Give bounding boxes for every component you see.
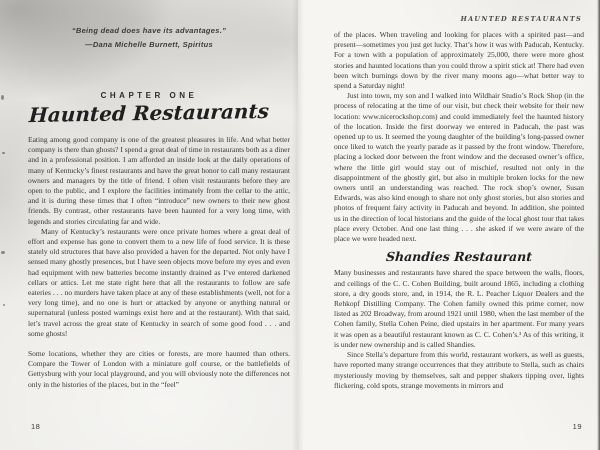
right-page — [298, 0, 600, 450]
paragraph: Since Stella’s departure from this world, restaurant workers, as well as guests, have reported many strange occurrences that they attribute to Stella, such as chairs mysteriously moving by themselves, salt and pepper shakers tipping over, lights flickering, cold spots, strange movements in mirrors and — [334, 350, 584, 390]
paragraph: Many of Kentucky’s restaurants were once private homes where a great deal of effort and expense has gone to convert them to a new life of food service. It is these stately old structures that have also provided a haven for the departed. Not only have I sensed many ghostly presences, but I have seen objects move before my eyes and even had equipment with new batteries become instantly drained as I’ve entered darkened cellars or attics. Let me state right here that all the restaurants to follow are safe eateries . . . no murders have taken place at any of these establishments (well, not for a very long time), and no one is hurt or attacked by anyone or anything natural or supernatural (unless posted warnings exist here and at the restaurant). With that said, let’s travel across the great state of Kentucky in search of some good food . . . and some ghosts! — [28, 226, 290, 338]
epigraph — [0, 26, 298, 49]
paragraph: Just into town, my son and I walked into Wildhair Studio’s Rock Shop (in the process of relocating at the time of our visit, but check their website for their new location: www.nicerockshop.com) and could immediately feel the haunted history of the location. Inside the first doorway we entered in Paducah, the past was opened up to us. It seemed the young daughter of the building’s long-passed owner once liked to watch the yearly parade as it passed by the front window. Therefore, placing a locked door between the front window and the deceased owner’s office, where the little girl would stay out of mischief, resulted not only in the disappointment of the ghostly girl, but also in multiple broken locks for the new owners until an understanding was reached. The rock shop’s owner, Susan Edwards, was also kind enough to share not only ghost stories, but also stories and photos of frequent fairy activity in Paducah and beyond. In addition, she pointed us in the direction of local historians and the guide of the local ghost tour that takes place every October. And one last thing . . . she asked if we were aware of the place we were headed next. — [334, 91, 584, 244]
paragraph: Eating among good company is one of the greatest pleasures in life. And what better company is there than ghosts? I spend a great deal of time in restaurants both as a diner and in a professional position. I am afforded an inside look at the daily operations of many of Kentucky’s finest restaurants and have the great honor to call many restaurant owners and managers by the title of friend. I often visit restaurants before they are open to the public, and I explore the facilities intimately from the cellar to the attic, and it is during these times that I often “introduce” new owners to their new ghost friends. By contrast, other restaurants have been haunted for a very long time, with legends and stories circulating far and wide. — [28, 135, 290, 226]
page-edge-speck — [2, 152, 5, 154]
paragraph: Some locations, whether they are cities or forests, are more haunted than others. Compare the Tower of London with a miniature golf course, or the battlefields of Gettysburg with your local playground, and you will obviously note the differences not only in the histories of the places, but in the “feel” — [28, 349, 290, 389]
running-header: HAUNTED RESTAURANTS — [460, 15, 582, 23]
right-page-body — [334, 30, 584, 391]
left-page-body — [28, 135, 290, 390]
paragraph: Many businesses and restaurants have shared the space between the walls, floors, and ceilings of the C. C. Cohen Building, built around 1865, including a clothing store, a dry goods store, and, in 1914, the R. L. Peacher Liquor Dealers and the Rehkopf Distilling Company. The Cohen family owned this prime corner, now listed as 202 Broadway, from around 1921 until 1980, when the last member of the Cohen family, Stella Cohen Peine, died upstairs in her apartment. For many years it was open as a beautiful restaurant known as C. C. Cohen’s.³ As of this writing, it is under new ownership and is called Shandies. — [334, 268, 584, 349]
left-page — [0, 0, 298, 450]
page-edge-speck — [3, 304, 5, 306]
section-heading: Shandies Restaurant — [385, 249, 533, 265]
page-edge-speck — [1, 95, 4, 100]
epigraph-attribution: —Dana Michelle Burnett, Spiritus — [85, 40, 213, 49]
epigraph-quote: “Being dead does have its advantages.” — [71, 26, 227, 35]
page-edge-speck — [1, 251, 5, 254]
chapter-label: CHAPTER ONE — [100, 91, 198, 100]
page-number-left: 18 — [31, 422, 41, 431]
page-number-right: 19 — [572, 422, 582, 431]
chapter-title: Haunted Restaurants — [28, 98, 270, 128]
paragraph: of the places. When traveling and looking for places with a spirited past—and present—sometimes you just get lucky. That’s how it was with Paducah, Kentucky. For a town with a population of approximately 25,000, there were more ghost stories and haunted locations than you could throw a spirit stick at! There had even been witch burnings down by the river many moons ago—what better way to spend a Saturday night! — [334, 30, 584, 91]
